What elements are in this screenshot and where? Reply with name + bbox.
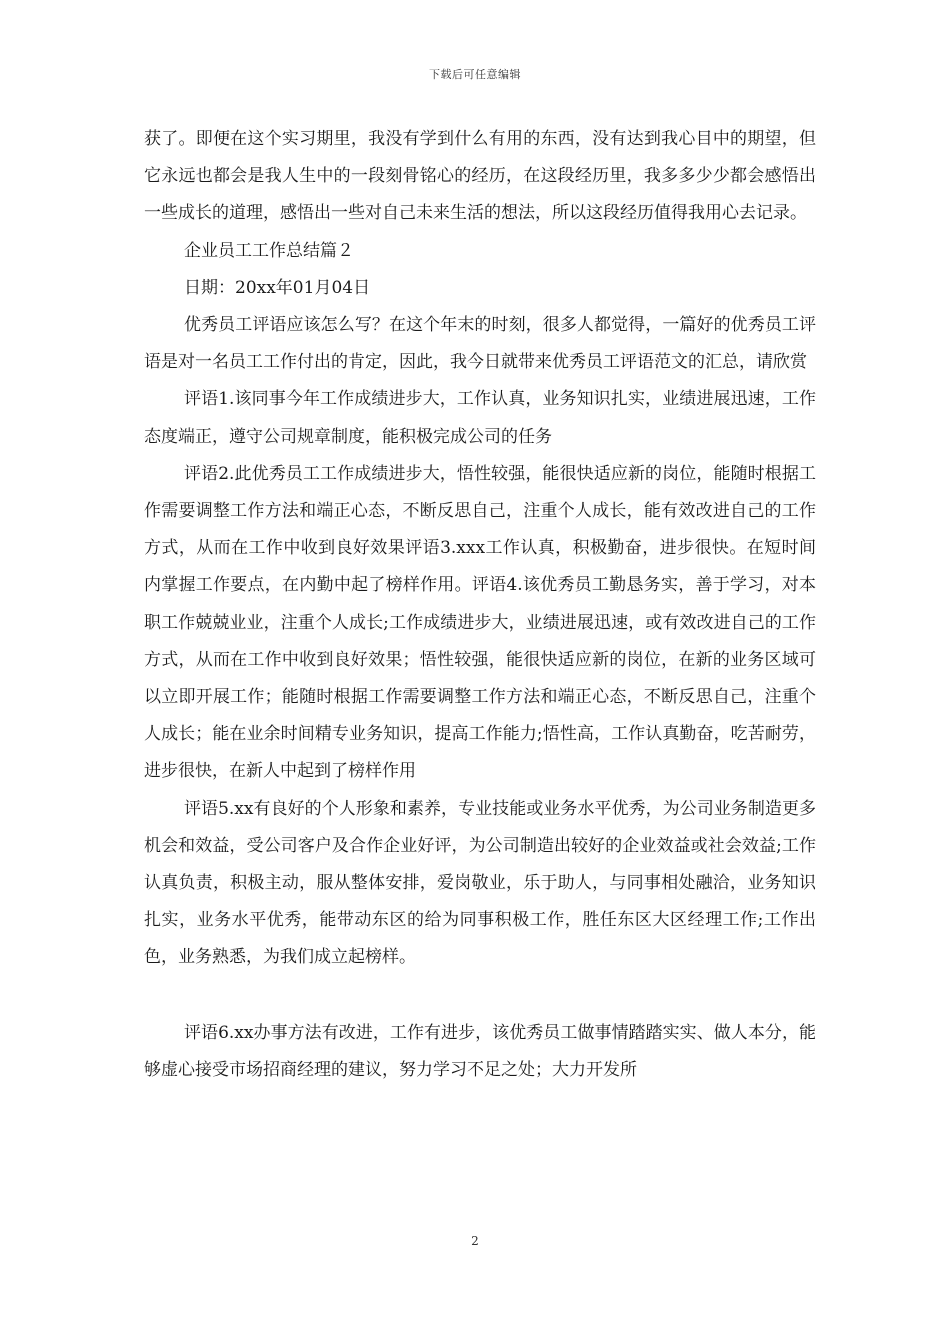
page-number: 2 xyxy=(471,1234,479,1248)
section-title: 企业员工工作总结篇２ xyxy=(184,240,354,261)
paragraph-comment-6: 评语6.xx办事方法有改进，工作有进步，该优秀员工做事情踏踏实实、做人本分，能够虚心接受市场招商经理的建议，努力学习不足之处；大力开发所 xyxy=(144,1022,816,1080)
date-line: 日期：20xx年01月04日 xyxy=(184,277,371,298)
paragraph-spacer xyxy=(144,977,816,1015)
document-body xyxy=(144,121,816,1089)
page-header: 下载后可任意编辑 xyxy=(429,68,521,81)
paragraph-intro: 优秀员工评语应该怎么写？在这个年末的时刻，很多人都觉得，一篇好的优秀员工评语是对一名员工工作付出的肯定，因此，我今日就带来优秀员工评语范文的汇总，请欣赏 xyxy=(144,315,816,373)
paragraph-continuation: 获了。即便在这个实习期里，我没有学到什么有用的东西，没有达到我心目中的期望，但它永远也都会是我人生中的一段刻骨铭心的经历，在这段经历里，我多多少少都会感悟出一些成长的道理，感悟出一些对自己未来生活的想法，所以这段经历值得我用心去记录。 xyxy=(144,129,816,224)
paragraph-comment-1: 评语1.该同事今年工作成绩进步大，工作认真，业务知识扎实，业绩进展迅速，工作态度端正，遵守公司规章制度，能积极完成公司的任务 xyxy=(144,389,816,447)
paragraph-comment-5: 评语5.xx有良好的个人形象和素养，专业技能或业务水平优秀，为公司业务制造更多机会和效益，受公司客户及合作企业好评，为公司制造出较好的企业效益或社会效益;工作认真负责，积极主动，服从整体安排，爱岗敬业，乐于助人，与同事相处融洽，业务知识扎实，业务水平优秀，能带动东区的给为同事积极工作，胜任东区大区经理工作;工作出色，业务熟悉，为我们成立起榜样。 xyxy=(144,798,816,968)
paragraph-comment-2-4: 评语2.此优秀员工工作成绩进步大，悟性较强，能很快适应新的岗位，能随时根据工作需要调整工作方法和端正心态，不断反思自己，注重个人成长，能有效改进自己的工作方式，从而在工作中收到良好效果评语3.xxx工作认真，积极勤奋，进步很快。在短时间内掌握工作要点，在内勤中起了榜样作用。评语4.该优秀员工勤恳务实，善于学习，对本职工作兢兢业业，注重个人成长;工作成绩进步大，业绩进展迅速，或有效改进自己的工作方式，从而在工作中收到良好效果；悟性较强，能很快适应新的岗位，在新的业务区域可以立即开展工作；能随时根据工作需要调整工作方法和端正心态，不断反思自己，注重个人成长；能在业余时间精专业务知识，提高工作能力;悟性高，工作认真勤奋，吃苦耐劳，进步很快，在新人中起到了榜样作用 xyxy=(144,463,816,782)
